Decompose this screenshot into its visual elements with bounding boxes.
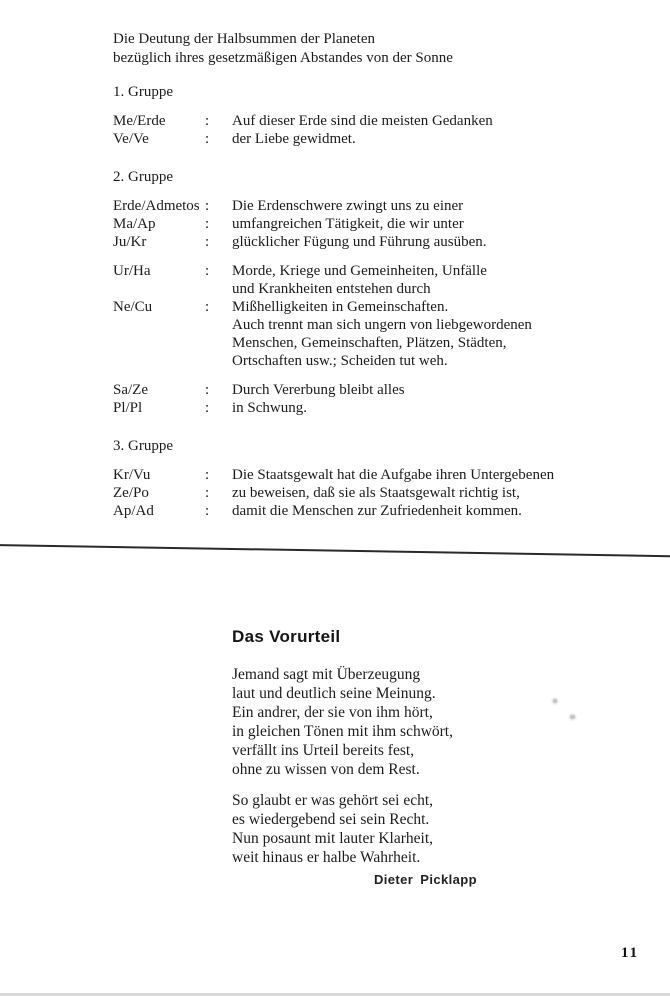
poem-author: Dieter Picklapp (374, 872, 477, 887)
entry-colon: : (205, 113, 210, 129)
entry-label (113, 334, 205, 352)
entry-text: Auf dieser Erde sind die meisten Gedanken (232, 113, 493, 129)
entry-block (113, 381, 643, 417)
group-title: 2. Gruppe (113, 169, 173, 185)
entry-colon: : (205, 400, 210, 416)
poem-line: es wiedergebend sei sein Recht. (232, 811, 430, 828)
scan-speck (570, 715, 575, 719)
entry-label: Ne/Cu (113, 299, 153, 315)
document-body (113, 30, 643, 520)
entry-row (113, 298, 643, 316)
entry-text: und Krankheiten entstehen durch (232, 281, 431, 297)
entry-colon: : (205, 131, 210, 147)
poem-line: in gleichen Tönen mit ihm schwört, (232, 723, 453, 740)
document-title (113, 30, 643, 68)
poem-line: Nun posaunt mit lauter Klarheit, (232, 830, 434, 847)
entry-colon (205, 280, 232, 298)
entry-colon: : (205, 299, 210, 315)
entry-text: umfangreichen Tätigkeit, die wir unter (232, 216, 464, 232)
entry-label (113, 352, 205, 370)
entry-row (113, 215, 643, 233)
entry-label: Erde/Admetos (113, 198, 200, 214)
entry-label (113, 280, 205, 298)
entry-label: Ju/Kr (113, 234, 147, 250)
entry-label: Sa/Ze (113, 382, 148, 398)
entry-text: zu beweisen, daß sie als Staatsgewalt richtig ist, (232, 485, 520, 501)
entry-colon: : (205, 234, 210, 250)
entry-colon: : (205, 263, 210, 279)
entry-text: glücklicher Fügung und Führung ausüben. (232, 234, 487, 250)
entry-row (113, 484, 643, 502)
entry-block (113, 197, 643, 251)
poem-line: So glaubt er was gehört sei echt, (232, 792, 434, 809)
entry-block (113, 262, 643, 370)
entry-text: Mißhelligkeiten in Gemeinschaften. (232, 299, 449, 315)
group-1 (113, 83, 643, 148)
entry-label: Me/Erde (113, 113, 166, 129)
entry-text: Ortschaften usw.; Scheiden tut weh. (232, 353, 448, 369)
page-number: 11 (621, 945, 640, 961)
entry-colon: : (205, 382, 210, 398)
entry-row (113, 399, 643, 417)
group-3 (113, 437, 643, 520)
poem-title: Das Vorurteil (232, 627, 341, 646)
entry-row (113, 112, 643, 130)
group-2 (113, 168, 643, 417)
entry-row (113, 334, 643, 352)
entry-label: Ap/Ad (113, 503, 154, 519)
entry-label: Ma/Ap (113, 216, 156, 232)
entry-colon (205, 334, 232, 352)
poem-line: Jemand sagt mit Überzeugung (232, 666, 421, 683)
poem (232, 627, 562, 887)
entry-colon: : (205, 467, 210, 483)
group-title: 3. Gruppe (113, 438, 173, 454)
entry-label: Ze/Po (113, 485, 149, 501)
entry-row (113, 262, 643, 280)
entry-colon (205, 316, 232, 334)
entry-block (113, 112, 643, 148)
entry-row (113, 316, 643, 334)
entry-label: Kr/Vu (113, 467, 151, 483)
entry-row (113, 381, 643, 399)
title-line-1: Die Deutung der Halbsummen der Planeten (113, 31, 376, 47)
entry-row (113, 352, 643, 370)
entry-row (113, 280, 643, 298)
interpretation-groups (113, 83, 643, 520)
entry-colon: : (205, 198, 210, 214)
entry-text: Die Erdenschwere zwingt uns zu einer (232, 198, 464, 214)
entry-text: damit die Menschen zur Zufriedenheit kommen. (232, 503, 522, 519)
poem-line: weit hinaus er halbe Wahrheit. (232, 849, 421, 866)
entry-label (113, 316, 205, 334)
entry-label: Pl/Pl (113, 400, 143, 416)
entry-text: der Liebe gewidmet. (232, 131, 356, 147)
entry-row (113, 197, 643, 215)
entry-label: Ve/Ve (113, 131, 149, 147)
entry-row (113, 502, 643, 520)
entry-row (113, 466, 643, 484)
poem-stanzas (232, 665, 562, 867)
entry-colon: : (205, 485, 210, 501)
entry-colon: : (205, 503, 210, 519)
entry-text: in Schwung. (232, 400, 307, 416)
entry-colon: : (205, 216, 210, 232)
entry-text: Auch trennt man sich ungern von liebgewordenen (232, 317, 532, 333)
group-title: 1. Gruppe (113, 84, 173, 100)
entry-text: Menschen, Gemeinschaften, Plätzen, Städten, (232, 335, 507, 351)
entry-text: Durch Vererbung bleibt alles (232, 382, 405, 398)
entry-block (113, 466, 643, 520)
poem-stanza (232, 665, 562, 779)
entry-text: Morde, Kriege und Gemeinheiten, Unfälle (232, 263, 487, 279)
entry-colon (205, 352, 232, 370)
poem-line: Ein andrer, der sie von ihm hört, (232, 704, 433, 721)
poem-line: verfällt ins Urteil bereits fest, (232, 742, 415, 759)
poem-line: laut und deutlich seine Meinung. (232, 685, 436, 702)
poem-line: ohne zu wissen von dem Rest. (232, 761, 420, 778)
section-divider (0, 544, 670, 557)
title-line-2: bezüglich ihres gesetzmäßigen Abstandes von der Sonne (113, 50, 453, 66)
poem-stanza (232, 791, 562, 867)
entry-row (113, 130, 643, 148)
entry-row (113, 233, 643, 251)
entry-label: Ur/Ha (113, 263, 151, 279)
scan-speck (553, 699, 557, 703)
entry-text: Die Staatsgewalt hat die Aufgabe ihren Untergebenen (232, 467, 555, 483)
